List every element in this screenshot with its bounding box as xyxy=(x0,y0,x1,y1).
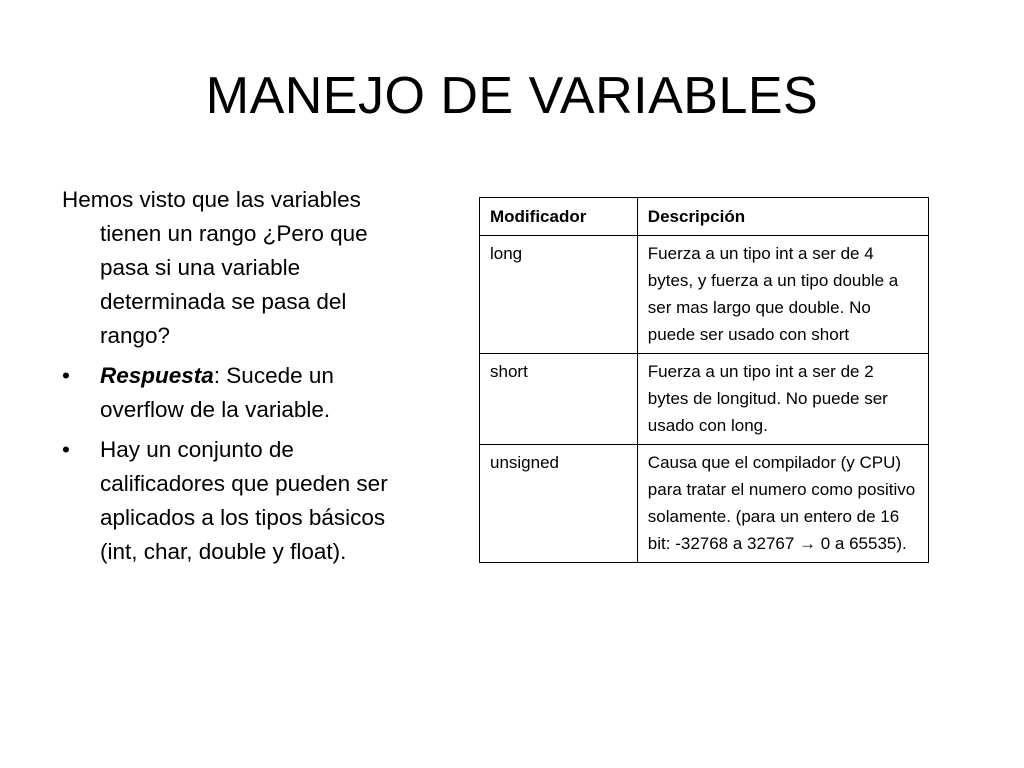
modifier-cell: short xyxy=(480,354,638,445)
bullet-item-calificadores xyxy=(62,433,422,569)
table-row xyxy=(480,354,929,445)
bullet-text: : Sucede un overflow de la variable. xyxy=(100,363,334,422)
bullet-list xyxy=(62,359,422,569)
description-cell: Fuerza a un tipo int a ser de 2 bytes de longitud. No puede ser usado con long. xyxy=(637,354,928,445)
bullet-dot-icon: • xyxy=(62,437,70,462)
modifier-cell: long xyxy=(480,236,638,354)
intro-paragraph: Hemos visto que las variables tienen un rango ¿Pero que pasa si una variable determinada se pasa del rango? xyxy=(62,187,368,348)
text-column xyxy=(62,183,422,575)
header-modificador: Modificador xyxy=(480,198,638,236)
description-cell: Fuerza a un tipo int a ser de 4 bytes, y fuerza a un tipo double a ser mas largo que double. No puede ser usado con short xyxy=(637,236,928,354)
table-row xyxy=(480,236,929,354)
table-header-row xyxy=(480,198,929,236)
header-descripcion: Descripción xyxy=(637,198,928,236)
bullet-text: Hay un conjunto de calificadores que pueden ser aplicados a los tipos básicos (int, char, double y float). xyxy=(100,437,388,564)
bullet-item-respuesta xyxy=(62,359,422,427)
modifier-cell: unsigned xyxy=(480,445,638,563)
bullet-emphasis: Respuesta xyxy=(100,363,214,388)
bullet-dot-icon: • xyxy=(62,363,70,388)
slide-title: MANEJO DE VARIABLES xyxy=(205,67,819,125)
modifiers-table xyxy=(479,197,929,563)
description-cell: Causa que el compilador (y CPU) para tratar el numero como positivo solamente. (para un entero de 16 bit: -32768 a 32767 → 0 a 65535). xyxy=(637,445,928,563)
table-row xyxy=(480,445,929,563)
